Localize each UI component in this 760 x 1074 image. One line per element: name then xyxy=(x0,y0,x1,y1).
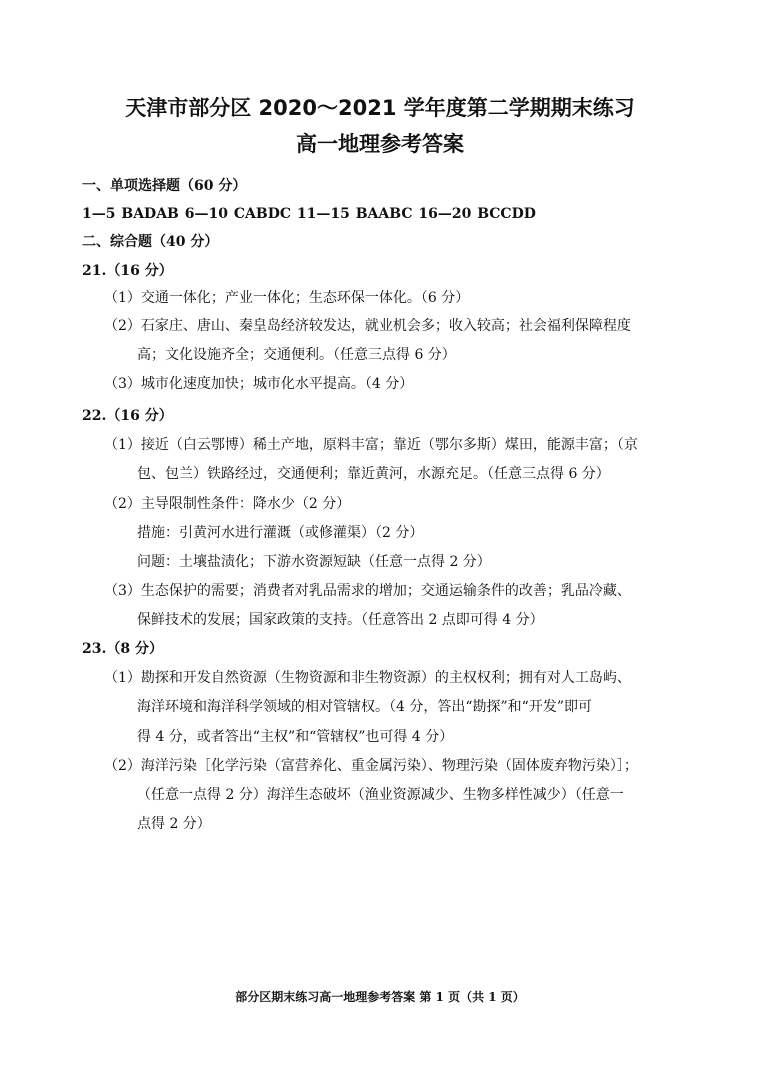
q21-heading: 21.（16 分） xyxy=(82,263,173,279)
q22-answer-3-line-1: （3）生态保护的需要；消费者对乳品需求的增加；交通运输条件的改善；乳品冷藏、 xyxy=(104,583,631,599)
q22-answer-1-line-2: 包、包兰）铁路经过，交通便利；靠近黄河，水源充足。（任意三点得 6 分） xyxy=(137,466,610,482)
q21-answer-3: （3）城市化速度加快；城市化水平提高。（4 分） xyxy=(104,376,414,392)
q21-answer-1: （1）交通一体化；产业一体化；生态环保一体化。（6 分） xyxy=(104,290,470,306)
document-subtitle: 高一地理参考答案 xyxy=(296,132,464,156)
q22-answer-2-line-3: 问题：土壤盐渍化；下游水资源短缺（任意一点得 2 分） xyxy=(137,554,491,570)
page-footer: 部分区期末练习高一地理参考答案 第 1 页（共 1 页） xyxy=(235,990,525,1004)
q22-answer-3-line-2: 保鲜技术的发展；国家政策的支持。（任意答出 2 点即可得 4 分） xyxy=(137,612,544,628)
q21-answer-2-line-2: 高；文化设施齐全；交通便利。（任意三点得 6 分） xyxy=(137,347,456,363)
q22-answer-1-line-1: （1）接近（白云鄂博）稀土产地，原料丰富；靠近（鄂尔多斯）煤田，能源丰富；（京 xyxy=(104,437,638,453)
q23-answer-2-line-2: （任意一点得 2 分）海洋生态破坏（渔业资源减少、生物多样性减少）（任意一 xyxy=(137,787,624,803)
q23-answer-2-line-1: （2）海洋污染［化学污染（富营养化、重金属污染）、物理污染（固体废弃物污染）］； xyxy=(104,758,638,774)
q23-heading: 23.（8 分） xyxy=(82,641,163,657)
q23-answer-2-line-3: 点得 2 分） xyxy=(137,816,211,832)
q22-answer-2-line-2: 措施：引黄河水进行灌溉（或修灌渠）（2 分） xyxy=(137,525,424,541)
q23-answer-1-line-1: （1）勘探和开发自然资源（生物资源和非生物资源）的主权权利；拥有对人工岛屿、 xyxy=(104,670,631,686)
document-title: 天津市部分区 2020～2021 学年度第二学期期末练习 xyxy=(125,96,635,120)
section-1-heading: 一、单项选择题（60 分） xyxy=(82,178,247,194)
q23-answer-1-line-3: 得 4 分，或者答出“主权”和“管辖权”也可得 4 分） xyxy=(137,729,454,745)
q23-answer-1-line-2: 海洋环境和海洋科学领域的相对管辖权。（4 分，答出“勘探”和“开发”即可 xyxy=(137,699,592,715)
q22-answer-2-line-1: （2）主导限制性条件：降水少（2 分） xyxy=(104,496,351,512)
section-2-heading: 二、综合题（40 分） xyxy=(82,234,219,250)
multiple-choice-answers: 1—5 BADAB 6—10 CABDC 11—15 BAABC 16—20 BCCDD xyxy=(82,206,536,222)
q22-heading: 22.（16 分） xyxy=(82,408,173,424)
q21-answer-2-line-1: （2）石家庄、唐山、秦皇岛经济较发达，就业机会多；收入较高；社会福利保障程度 xyxy=(104,318,631,334)
